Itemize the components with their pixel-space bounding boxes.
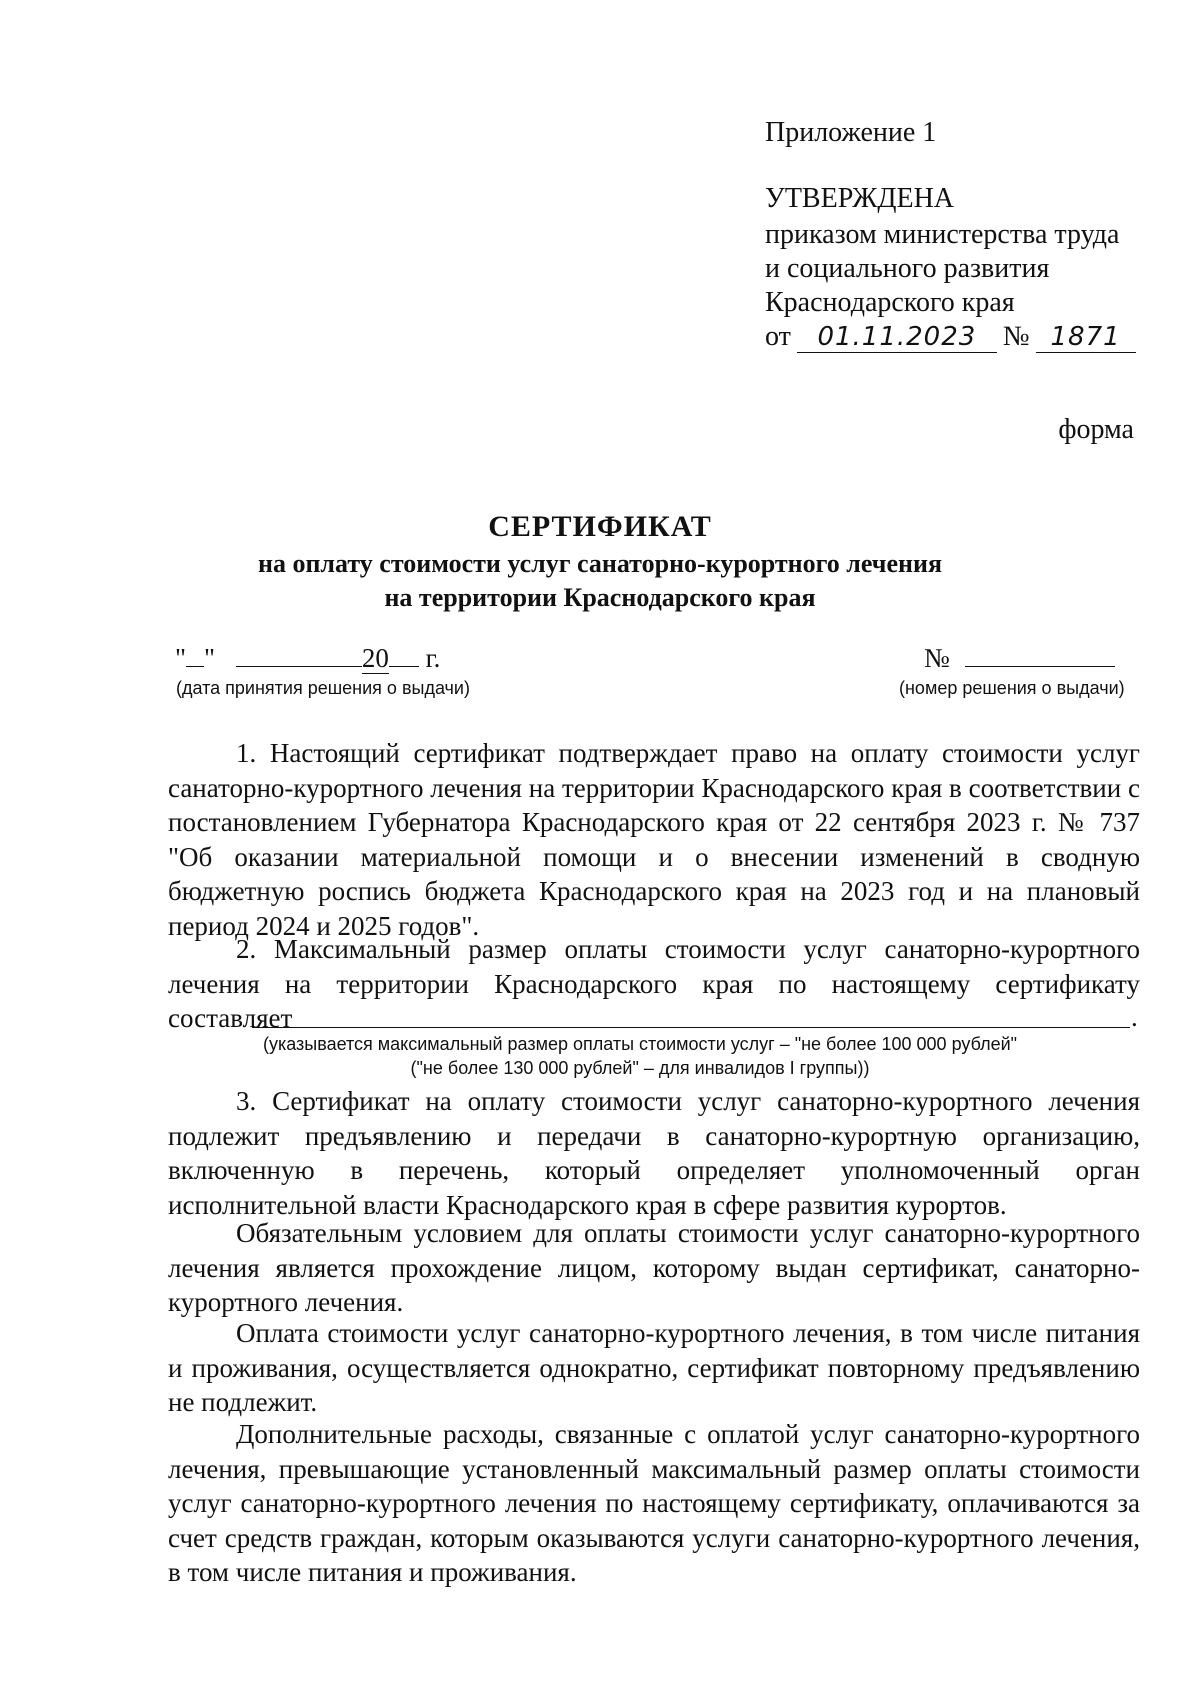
number-caption: (номер решения о выдачи) [899,678,1125,698]
order-date-handwritten: 01.11.2023 [797,322,997,353]
approved-title: УТВЕРЖДЕНА [765,183,955,214]
paragraph-6: Дополнительные расходы, связанные с оплатой услуг санаторно-курортного лечения, превышающие установленный максимальный размер оплаты стоимости услуг санаторно-курортного лечения по настоящему сертификату, оплачиваются за счет средств граждан, которым оказываются услуги санаторно-курортного лечения, в том числе питания и проживания. [168,1419,1140,1587]
amount-blank [252,1027,1130,1028]
number-blank [965,640,1115,667]
amount-note: ("не более 130 000 рублей" – для инвалидов I группы)) [410,1058,870,1078]
order-number-handwritten: 1871 [1036,322,1136,353]
decision-number-field [924,640,1115,674]
certificate-subtitle: на территории Краснодарского края [384,583,816,612]
approved-line: и социального развития [765,253,1050,284]
amount-period: . [1131,1002,1138,1032]
quote-close: " [204,643,216,673]
year-suffix: г. [425,643,441,673]
approved-line: Краснодарского края [765,287,1015,318]
day-blank [186,640,204,667]
paragraph-2 [168,932,1140,1036]
year-prefix: 20 [361,643,389,673]
date-caption: (дата принятия решения о выдачи) [176,678,470,698]
number-label: № [924,643,950,673]
paragraph-1: 1. Настоящий сертификат подтверждает право на оплату стоимости услуг санаторно-курортного лечения на территории Краснодарского края в соответствии с постановлением Губернатора Краснодарского края от 22 сентября 2023 г. № 737 "Об оказании материальной помощи и о внесении изменений в сводную бюджетную роспись бюджета Краснодарского края на 2023 год и на плановый период 2024 и 2025 годов". [168,738,1140,941]
month-blank [236,640,362,667]
order-number-label: № [1002,321,1030,352]
quote-open: " [175,643,187,673]
order-from-label: от [765,321,791,352]
year-blank [389,640,419,667]
decision-date-field [175,640,440,674]
amount-note: (указывается максимальный размер оплаты стоимости услуг – "не более 100 000 рублей" [262,1034,1018,1054]
paragraph-2-text: 2. Максимальный размер оплаты стоимости услуг санаторно-курортного лечения на территории Краснодарского края по настоящему сертификату составляет [168,934,1140,1033]
appendix-label: Приложение 1 [765,117,937,148]
order-reference [765,320,1136,354]
form-label: форма [1058,414,1134,445]
paragraph-3: 3. Сертификат на оплату стоимости услуг санаторно-курортного лечения подлежит предъявлению и передачи в санаторно-курортную организацию, включенную в перечень, который определяет уполномоченный орган исполнительной власти Краснодарского края в сфере развития курортов. [168,1086,1140,1220]
approved-line: приказом министерства труда [765,219,1120,250]
paragraph-5: Оплата стоимости услуг санаторно-курортного лечения, в том числе питания и проживания, осуществляется однократно, сертификат повторному предъявлению не подлежит. [168,1318,1140,1417]
paragraph-4: Обязательным условием для оплаты стоимости услуг санаторно-курортного лечения является прохождение лицом, которому выдан сертификат, санаторно-курортного лечения. [168,1218,1140,1317]
certificate-title: СЕРТИФИКАТ [488,510,712,543]
certificate-subtitle: на оплату стоимости услуг санаторно-курортного лечения [257,549,943,578]
